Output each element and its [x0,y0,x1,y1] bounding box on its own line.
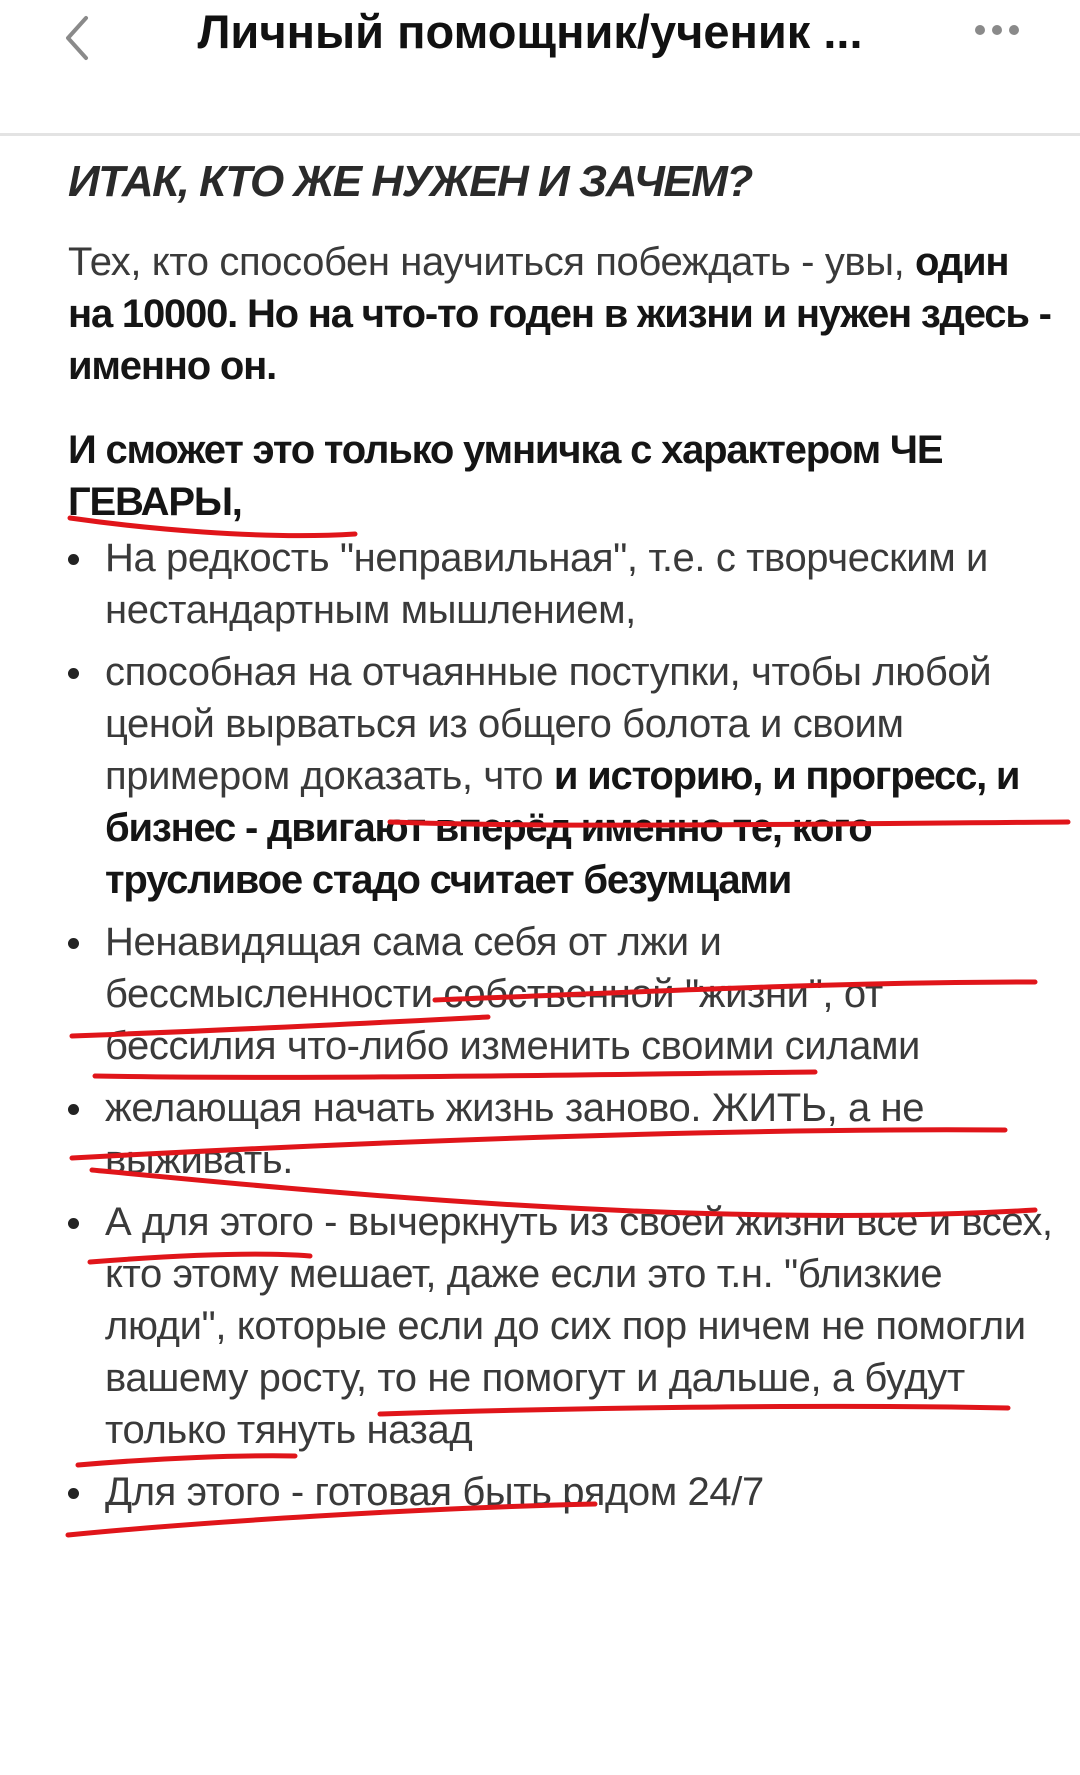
qualities-list [68,532,1058,1518]
list-item-bold-text: и историю, и прогресс, и бизнес - двигают вперёд именно те, кого трусливое стадо считает безумцами [105,754,1020,902]
chevron-left-icon [56,8,100,68]
list-item: желающая начать жизнь заново. ЖИТЬ, а не выживать. [68,1082,1058,1186]
top-bar [0,0,1080,135]
list-item: А для этого - вычеркнуть из своей жизни все и всех, кто этому мешает, даже если это т.н. "близкие люди", которые если до сих пор ничем не помогли вашему росту, то не помогут и дальше, а будут только тянуть назад [68,1196,1058,1456]
list-item: Для этого - готовая быть рядом 24/7 [68,1466,1058,1518]
page-title: Личный помощник/ученик ... [197,5,863,58]
article-body [68,150,1058,1528]
article-heading: ИТАК, КТО ЖЕ НУЖЕН И ЗАЧЕМ? [68,157,752,206]
intro-paragraph [68,236,1058,392]
intro-normal-text: Тех, кто способен научиться побеждать - увы, [68,240,916,284]
character-paragraph: И сможет это только умничка с характером ЧЕ ГЕВАРЫ, [68,428,943,524]
list-item [68,646,1058,906]
back-button[interactable] [56,8,100,68]
intro-bold-text: один на 10000. Но на что-то годен в жизни и нужен здесь - именно он. [68,240,1051,388]
header-divider [0,133,1080,136]
list-item: Ненавидящая сама себя от лжи и бессмысленности собственной "жизни", от бессилия что-либо изменить своими силами [68,916,1058,1072]
list-item-text: способная на отчаянные поступки, чтобы любой ценой вырваться из общего болота и своим примером доказать, что [105,650,992,798]
more-dots-icon [970,10,1030,50]
list-item: На редкость "неправильная", т.е. с творческим и нестандартным мышлением, [68,532,1058,636]
more-button[interactable] [970,10,1030,50]
